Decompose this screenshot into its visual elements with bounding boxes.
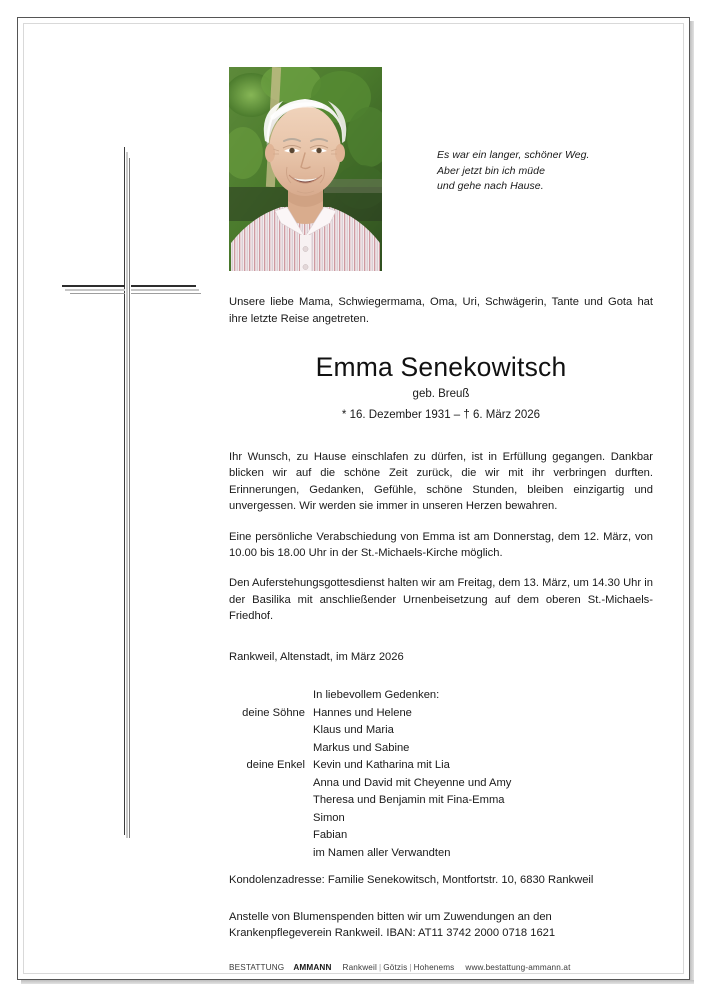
family-row [229, 827, 653, 845]
family-row-name: Klaus und Maria [313, 724, 394, 736]
body-text [229, 449, 653, 639]
place-and-date: Rankweil, Altenstadt, im März 2026 [229, 651, 404, 663]
portrait-photo [229, 67, 382, 271]
frame-shadow-bottom [21, 980, 694, 984]
quote-line-1: Es war ein langer, schöner Weg. [437, 149, 590, 161]
frame-shadow-right [690, 21, 694, 984]
family-row [229, 740, 653, 758]
family-row [229, 792, 653, 810]
quote-line-3: und gehe nach Hause. [437, 180, 544, 192]
family-row-name: im Namen aller Verwandten [313, 846, 451, 859]
family-row-label [229, 687, 313, 705]
footer-separator: | [409, 963, 412, 972]
footer-location-1: Rankweil [342, 963, 377, 972]
body-paragraph-2: Eine persönliche Verabschiedung von Emma ist am Donnerstag, dem 12. März, von 10.00 bis 18.00 Uhr in der St.-Michaels-Kirche möglich. [229, 530, 653, 560]
family-row-label [229, 740, 313, 758]
family-row-name: Markus und Sabine [313, 741, 410, 754]
footer-location-2: Götzis [383, 963, 408, 972]
family-row-label [229, 810, 313, 828]
memorial-quote [437, 148, 667, 195]
family-row-name: Kevin und Katharina mit Lia [313, 759, 450, 771]
family-row-name: Hannes und Helene [313, 706, 412, 719]
family-row-name: Simon [313, 811, 345, 824]
family-row-label: deine Söhne [242, 706, 305, 719]
family-row-label [229, 775, 313, 793]
body-paragraph-1: Ihr Wunsch, zu Hause einschlafen zu dürfen, ist in Erfüllung gegangen. Dankbar blicken wir auf die schöne Zeit zurück, die wir mit ihr verbringen durften. Erinnerungen, Gedanken, Gefühle, schöne Stunden, bleiben einzigartig und unvergessen. Wir werden sie immer in unseren Herzen bewahren. [229, 451, 653, 513]
condolence-address: Kondolenzadresse: Familie Senekowitsch, Montfortstr. 10, 6830 Rankweil [229, 874, 594, 886]
family-row-name: Theresa und Benjamin mit Fina-Emma [313, 794, 505, 806]
footer-company-name: AMMANN [293, 963, 332, 972]
family-row [229, 757, 653, 775]
footer-website: www.bestattung-ammann.at [465, 963, 571, 972]
family-row-name: In liebevollem Gedenken: [313, 689, 440, 701]
family-row-heading [229, 687, 653, 705]
family-row-label: deine Enkel [246, 759, 305, 771]
deceased-maiden-name: geb. Breuß [412, 388, 470, 400]
family-row [229, 775, 653, 793]
family-row-label [229, 792, 313, 810]
deceased-name: Emma Senekowitsch [315, 352, 567, 382]
footer-location-3: Hohenems [413, 963, 455, 972]
deceased-dates: * 16. Dezember 1931 – † 6. März 2026 [341, 409, 541, 421]
family-list [229, 687, 653, 862]
footer-company-prefix: BESTATTUNG [229, 963, 285, 972]
family-row-label [229, 827, 313, 845]
family-row [229, 845, 653, 863]
portrait-photo-image [229, 67, 382, 271]
family-row [229, 722, 653, 740]
donation-line-1: Anstelle von Blumenspenden bitten wir um Zuwendungen an den [229, 911, 552, 923]
footer-separator: | [378, 963, 382, 972]
family-row [229, 705, 653, 723]
quote-line-2: Aber jetzt bin ich müde [437, 164, 545, 177]
family-row [229, 810, 653, 828]
donation-line-2: Krankenpflegeverein Rankweil. IBAN: AT11 3742 2000 0718 1621 [229, 927, 556, 940]
body-paragraph-3: Den Auferstehungsgottesdienst halten wir am Freitag, dem 13. März, um 14.30 Uhr in der Basilika mit anschließender Urnenbeisetzung auf dem oberen St.-Michaels-Friedhof. [229, 577, 653, 623]
family-row-name: Fabian [313, 829, 348, 841]
family-row-name: Anna und David mit Cheyenne und Amy [313, 776, 512, 789]
footer-imprint [229, 963, 659, 972]
intro-paragraph: Unsere liebe Mama, Schwiegermama, Oma, Uri, Schwägerin, Tante und Gota hat ihre letzte Reise angetreten. [229, 296, 653, 325]
family-row-label [229, 845, 313, 863]
donation-note [229, 909, 659, 942]
family-row-label [229, 722, 313, 740]
